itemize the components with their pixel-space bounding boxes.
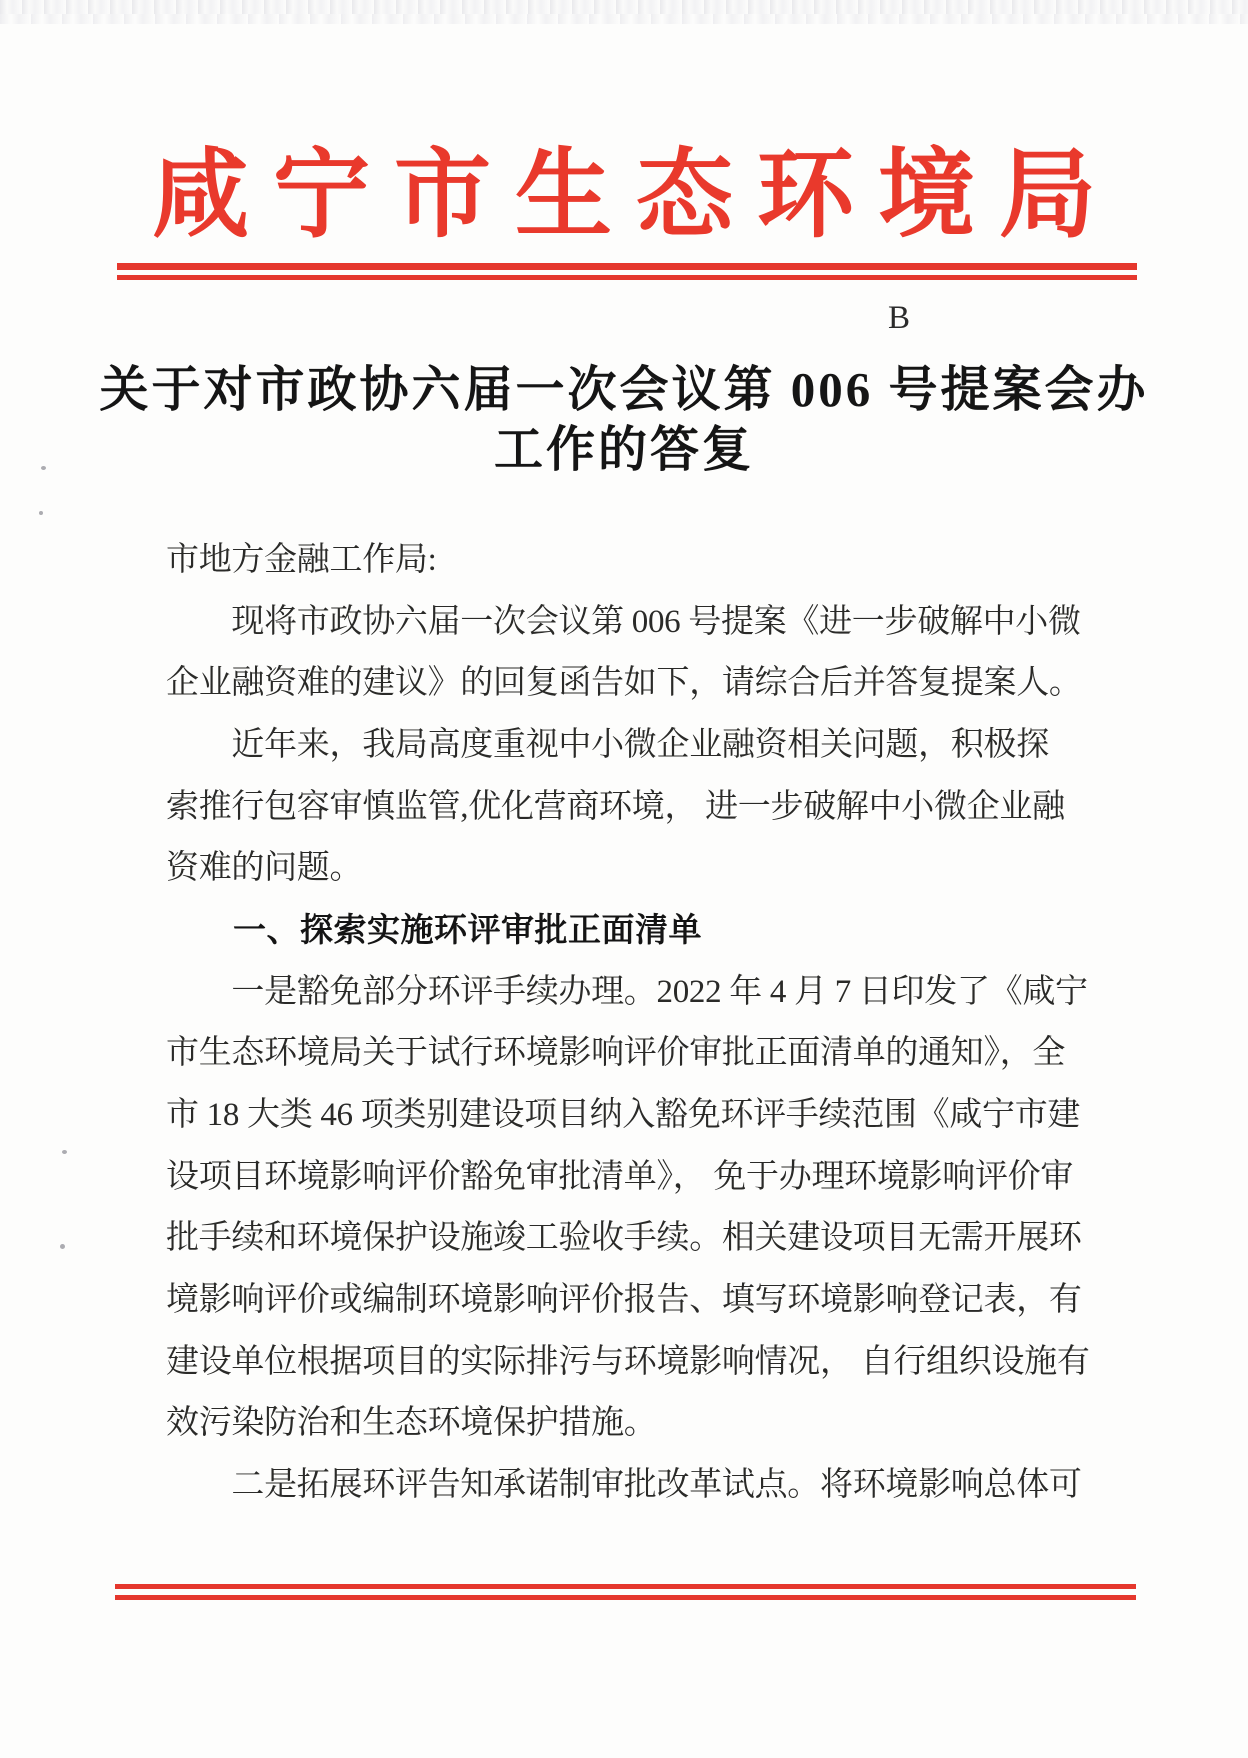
document-title [0,360,1248,480]
header-rule-thick [117,263,1137,270]
body-line: 现将市政协六届一次会议第 006 号提案《进一步破解中小微 [166,604,1081,640]
body-line: 一是豁免部分环评手续办理。2022 年 4 月 7 日印发了《咸宁 [166,974,1088,1010]
body-line: 效污染防治和生态环境保护措施。 [166,1405,657,1441]
scan-speck [41,466,46,470]
document-title-line2: 工作的答复 [493,422,754,477]
body-line: 二是拓展环评告知承诺制审批改革试点。将环境影响总体可 [166,1467,1082,1503]
scan-edge-noise [0,0,1248,14]
scan-speck [60,1244,65,1249]
body-line: 近年来，我局高度重视中小微企业融资相关问题，积极探 [166,727,1049,763]
document-title-line1: 关于对市政协六届一次会议第 006 号提案会办 [99,362,1149,417]
body-line: 市生态环境局关于试行环境影响评价审批正面清单的通知》，全 [166,1035,1066,1071]
doc-mark-letter: B [888,300,911,336]
footer-rule-lower [115,1595,1136,1600]
section-heading: 一、探索实施环评审批正面清单 [166,911,702,948]
body-line: 企业融资难的建议》的回复函告如下，请综合后并答复提案人。 [166,665,1082,701]
scan-speck [39,511,43,515]
recipient-line: 市地方金融工作局: [166,542,437,578]
body-line: 索推行包容审慎监管,优化营商环境， 进一步破解中小微企业融 [166,789,1065,825]
footer-rule-upper [115,1584,1136,1589]
scan-edge-noise [0,14,1248,24]
body-line: 境影响评价或编制环境影响评价报告、填写环境影响登记表，有 [166,1282,1082,1318]
body-line: 设项目环境影响评价豁免审批清单》， 免于办理环境影响评价审 [166,1159,1074,1195]
body-line: 市 18 大类 46 项类别建设项目纳入豁免环评手续范围《咸宁市建 [166,1097,1081,1133]
scan-speck [62,1150,67,1154]
body-line: 建设单位根据项目的实际排污与环境影响情况， 自行组织设施有 [166,1344,1090,1380]
body-line: 批手续和环境保护设施竣工验收手续。相关建设项目无需开展环 [166,1220,1082,1256]
body-line: 资难的问题。 [166,850,363,886]
letterhead-title: 咸宁市生态环境局 [152,142,1120,249]
header-rule-thin [117,275,1137,280]
